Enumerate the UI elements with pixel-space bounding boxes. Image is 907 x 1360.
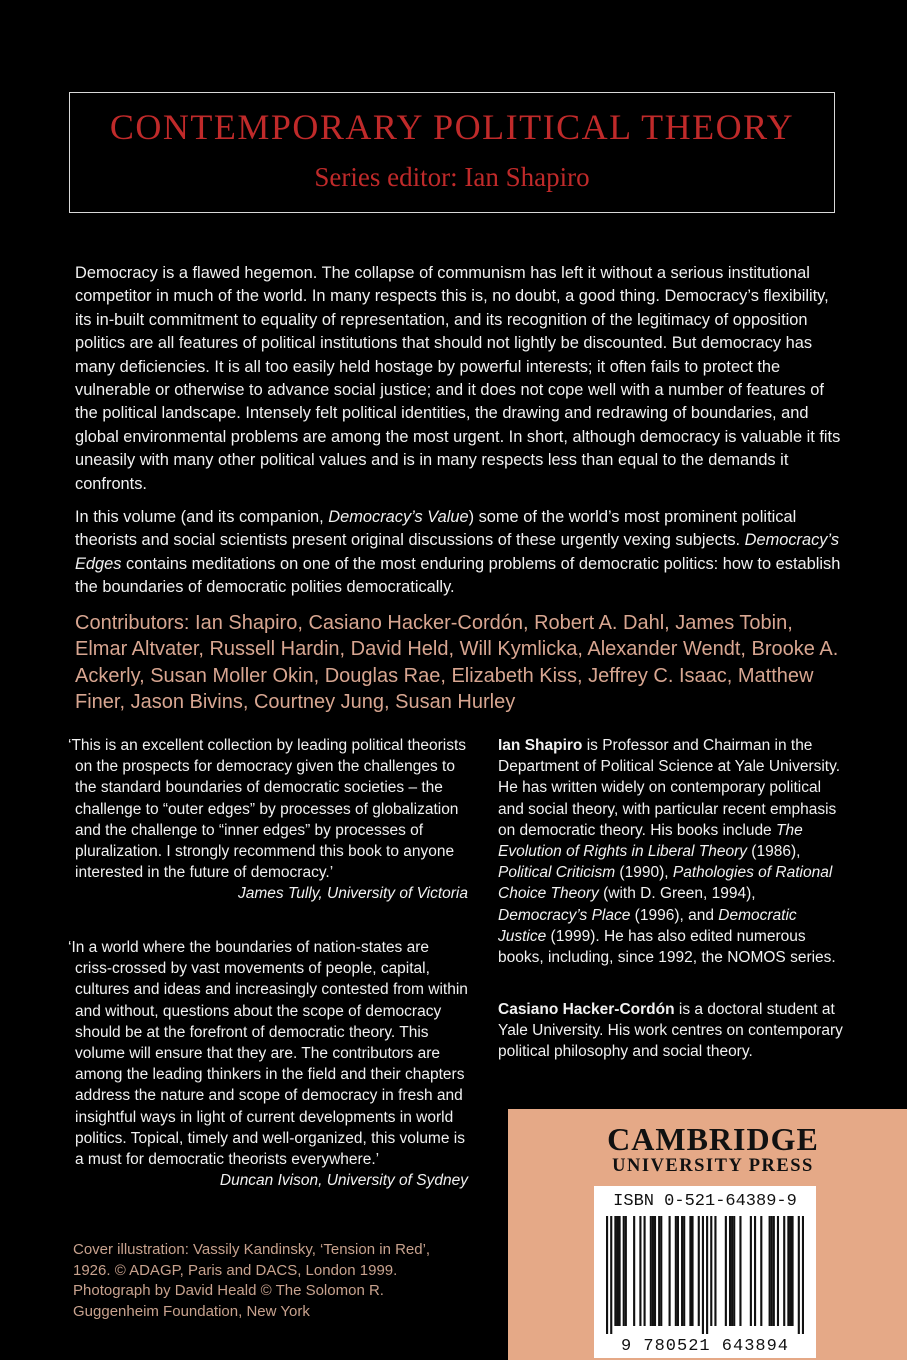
book-title: Democracy’s Edges bbox=[75, 531, 840, 573]
barcode-bar bbox=[787, 1216, 789, 1326]
blurb-text: In this volume (and its companion, bbox=[75, 508, 329, 526]
barcode-bar bbox=[660, 1216, 662, 1326]
barcode-bar bbox=[619, 1216, 621, 1326]
ean-number: 9 780521 643894 bbox=[620, 1337, 790, 1356]
barcode-bar bbox=[731, 1216, 733, 1326]
bio-text: (1996), and bbox=[630, 906, 719, 924]
barcode-bar bbox=[771, 1216, 773, 1326]
barcode-icon bbox=[606, 1216, 804, 1334]
barcode-box bbox=[594, 1186, 816, 1358]
barcode-bar bbox=[769, 1216, 771, 1326]
barcode-bar bbox=[706, 1216, 708, 1334]
barcode-bar bbox=[702, 1216, 704, 1334]
blurb-text: ) some of the world’s most prominent political theorists and social scientists present original discussions of these urgently vexing subjects. bbox=[75, 508, 797, 550]
barcode-bar bbox=[733, 1216, 735, 1326]
blurb-paragraph-2 bbox=[75, 506, 845, 600]
book-title: The Evolution of Rights in Liberal Theory bbox=[498, 821, 803, 861]
barcode-bar bbox=[669, 1216, 671, 1326]
companion-title: Democracy’s Value bbox=[328, 508, 469, 526]
barcode-bar bbox=[616, 1216, 618, 1326]
barcode-bar bbox=[725, 1216, 727, 1326]
bio-text: (1999). He has also edited numerous books, including, since 1992, the NOMOS series. bbox=[498, 927, 836, 967]
barcode-bar bbox=[639, 1216, 641, 1326]
barcode-bar bbox=[681, 1216, 683, 1326]
barcode-bar bbox=[606, 1216, 608, 1334]
quote-attribution: Duncan Ivison, University of Sydney bbox=[219, 1172, 468, 1190]
barcode-bar bbox=[791, 1216, 793, 1326]
blurb-paragraph-1: Democracy is a flawed hegemon. The collapse of communism has left it without a serious institutional competitor in much of the world. In many respects this is, no doubt, a good thing. Democracy’s flexibility, its in-built commitment to equality of representation, and its recognition of the legitimacy of opposition politics are all features of political institutions that should not lightly be discounted. But democracy has many deficiencies. It is all too easily held hostage by powerful interests; it often fails to protect the vulnerable or otherwise to advance social justice; and it does not cope well with a number of features of the political landscape. Intensely felt political identities, the drawing and redrawing of boundaries, and global environmental problems are among the most urgent. In short, although democracy is valuable it fits uneasily with many other political values and is in many respects less than equal to the demands it confronts. bbox=[75, 264, 841, 493]
barcode-bar bbox=[777, 1216, 779, 1326]
bio-name: Casiano Hacker-Cordón bbox=[498, 1001, 675, 1018]
review-quote-2 bbox=[68, 937, 468, 1191]
quote-text: ‘This is an excellent collection by leading political theorists on the prospects for democracy given the challenges to the standard boundaries of democratic societies – the challenge to “outer edges” by processes of globalization and the challenge to “inner edges” by processes of pluralization. I strongly recommend this book to anyone interested in the future of democracy.’ bbox=[68, 737, 467, 882]
cover-credit: Cover illustration: Vassily Kandinsky, ‘Tension in Red’, 1926. © ADAGP, Paris and DACS, London 1999. Photograph by David Heald © The Solomon R. Guggenheim Foundation, New York bbox=[73, 1241, 431, 1320]
bio-text: is a doctoral student at Yale University. His work centres on contemporary political philosophy and social theory. bbox=[498, 1001, 843, 1061]
barcode-bar bbox=[714, 1216, 716, 1326]
isbn-number: ISBN 0-521-64389-9 bbox=[613, 1192, 797, 1211]
barcode-bar bbox=[729, 1216, 731, 1326]
barcode-bar bbox=[650, 1216, 652, 1326]
book-title: Democracy’s Place bbox=[498, 906, 631, 924]
barcode-bar bbox=[698, 1216, 700, 1326]
barcode-bar bbox=[739, 1216, 741, 1326]
quote-attribution: James Tully, University of Victoria bbox=[238, 885, 468, 903]
barcode-bar bbox=[654, 1216, 656, 1326]
barcode-bar bbox=[760, 1216, 762, 1326]
review-quote-1 bbox=[68, 735, 468, 905]
barcode-bar bbox=[710, 1216, 712, 1326]
barcode-bar bbox=[754, 1216, 756, 1326]
contributors-list: Contributors: Ian Shapiro, Casiano Hacker-Cordón, Robert A. Dahl, James Tobin, Elmar Altvater, Russell Hardin, David Held, Will Kymlicka, Alexander Wendt, Brooke A. Ackerly, Susan Moller Okin, Douglas Rae, Elizabeth Kiss, Jeffrey C. Isaac, Matthew Finer, Jason Bivins, Courtney Jung, Susan Hurley bbox=[75, 612, 839, 713]
barcode-bar bbox=[750, 1216, 752, 1326]
bio-text: (1986), bbox=[747, 843, 801, 861]
publisher-logo-sub: UNIVERSITY PRESS bbox=[612, 1156, 814, 1176]
quote-text: ‘In a world where the boundaries of nation-states are criss-crossed by vast movements of people, capital, cultures and ideas and increasingly contested from within and without, questions about the scope of democracy should be at the forefront of democratic theory. This volume will ensure that they are. The contributors are among the leading thinkers in the field and their chapters address the nature and scope of democracy in fresh and insightful ways in light of current developments in world politics. Topical, timely and well-organized, this volume is a must for democratic theorists everywhere.’ bbox=[68, 939, 468, 1169]
series-editor: Series editor: Ian Shapiro bbox=[314, 162, 590, 192]
series-box bbox=[69, 92, 835, 213]
barcode-bar bbox=[802, 1216, 804, 1334]
barcode-bar bbox=[625, 1216, 627, 1326]
bio-text: (with D. Green, 1994), bbox=[598, 885, 756, 903]
barcode-bar bbox=[798, 1216, 800, 1334]
barcode-bar bbox=[689, 1216, 691, 1326]
barcode-bar bbox=[658, 1216, 660, 1326]
barcode-bar bbox=[677, 1216, 679, 1326]
publisher-logo-name: CAMBRIDGE bbox=[607, 1121, 819, 1157]
blurb-text: contains meditations on one of the most enduring problems of democratic politics: how to establish the boundaries of democratic polities democratically. bbox=[75, 554, 841, 597]
series-title: CONTEMPORARY POLITICAL THEORY bbox=[109, 107, 795, 147]
barcode-bar bbox=[623, 1216, 625, 1326]
bio-text: (1990), bbox=[615, 864, 673, 882]
barcode-bar bbox=[675, 1216, 677, 1326]
barcode-bar bbox=[783, 1216, 785, 1326]
bio-ian-shapiro bbox=[498, 735, 843, 968]
barcode-bar bbox=[610, 1216, 612, 1334]
barcode-bar bbox=[789, 1216, 791, 1326]
bio-text: is Professor and Chairman in the Department of Political Science at Yale University. He has written widely on contemporary political and social theory, with particular recent emphasis on democratic theory. His books include bbox=[498, 737, 841, 839]
barcode-bar bbox=[633, 1216, 635, 1326]
barcode-bar bbox=[644, 1216, 646, 1326]
book-title: Pathologies of Rational Choice Theory bbox=[498, 864, 833, 903]
barcode-bar bbox=[614, 1216, 616, 1326]
book-title: Political Criticism bbox=[498, 864, 616, 882]
book-title: Democratic Justice bbox=[498, 906, 797, 945]
barcode-bar bbox=[773, 1216, 775, 1326]
publisher-panel bbox=[508, 1109, 907, 1360]
bio-casiano-hacker-cordon bbox=[498, 999, 843, 1063]
barcode-bar bbox=[683, 1216, 685, 1326]
bio-name: Ian Shapiro bbox=[498, 737, 583, 754]
barcode-bar bbox=[652, 1216, 654, 1326]
barcode-bar bbox=[691, 1216, 693, 1326]
